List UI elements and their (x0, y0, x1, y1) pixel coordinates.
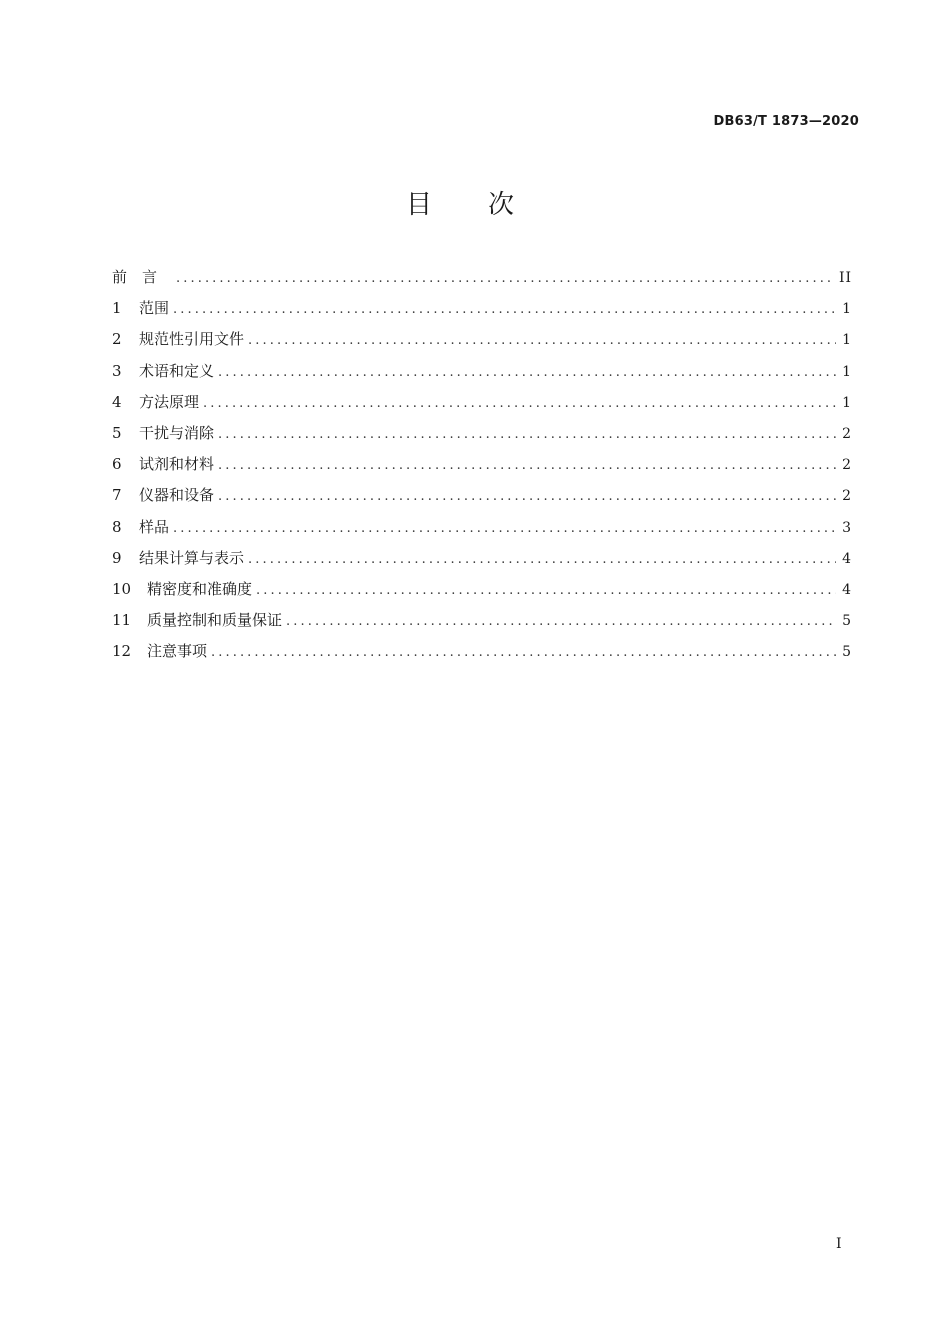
toc-entry-number: 1 (112, 299, 122, 318)
toc-entry-page: 1 (842, 332, 852, 349)
toc-entry-number: 9 (112, 548, 122, 567)
toc-entry-1[interactable] (112, 293, 852, 324)
toc-entry-foreword[interactable] (112, 262, 852, 293)
toc-leader (248, 325, 836, 356)
toc-entry-label: 结果计算与表示 (139, 548, 245, 567)
toc-entry-number: 6 (112, 455, 122, 474)
page-title: 目次 (405, 190, 570, 220)
toc-entry-5[interactable] (112, 418, 852, 449)
toc-entry-label: 规范性引用文件 (139, 330, 245, 349)
toc-entry-label: 注意事项 (147, 642, 208, 661)
toc-entry-label: 试剂和材料 (139, 455, 215, 474)
toc-leader (218, 357, 836, 388)
toc-leader (173, 513, 836, 544)
toc-entry-label: 仪器和设备 (139, 486, 215, 505)
toc-entry-page: 2 (842, 488, 852, 505)
toc-entry-3[interactable] (112, 356, 852, 387)
toc-leader (176, 263, 833, 294)
toc-entry-4[interactable] (112, 387, 852, 418)
toc-entry-page: 3 (842, 519, 852, 536)
toc-leader (211, 637, 836, 668)
toc-leader (286, 606, 836, 637)
table-of-contents (112, 262, 852, 667)
toc-entry-label: 干扰与消除 (139, 423, 215, 442)
toc-entry-page: 5 (842, 644, 852, 661)
toc-leader (256, 575, 836, 606)
toc-entry-page: 2 (842, 425, 852, 442)
standard-number: DB63/T 1873—2020 (713, 114, 859, 129)
toc-leader (218, 450, 836, 481)
toc-entry-6[interactable] (112, 449, 852, 480)
toc-entry-number: 4 (112, 392, 122, 411)
toc-entry-number: 12 (112, 642, 132, 661)
toc-entry-label: 范围 (139, 299, 170, 318)
toc-entry-2[interactable] (112, 324, 852, 355)
toc-entry-number: 3 (112, 361, 122, 380)
toc-entry-page: 2 (842, 457, 852, 474)
toc-entry-7[interactable] (112, 480, 852, 511)
page-number: I (836, 1236, 842, 1252)
toc-leader (248, 544, 836, 575)
toc-entry-number: 8 (112, 517, 122, 536)
toc-entry-page: 4 (842, 550, 852, 567)
toc-entry-number: 5 (112, 423, 122, 442)
toc-leader (173, 294, 836, 325)
toc-entry-9[interactable] (112, 543, 852, 574)
toc-entry-page: 1 (842, 301, 852, 318)
toc-entry-page: 5 (842, 613, 852, 630)
toc-entry-label: 术语和定义 (139, 361, 215, 380)
toc-entry-8[interactable] (112, 512, 852, 543)
toc-entry-page: II (838, 270, 852, 286)
toc-leader (203, 388, 836, 419)
toc-entry-number: 7 (112, 486, 122, 505)
toc-entry-12[interactable] (112, 636, 852, 667)
toc-entry-page: 4 (842, 581, 852, 598)
toc-entry-label: 精密度和准确度 (147, 579, 253, 598)
toc-entry-label: 质量控制和质量保证 (147, 611, 283, 630)
toc-leader (218, 419, 836, 450)
toc-entry-11[interactable] (112, 605, 852, 636)
toc-entry-number: 2 (112, 330, 122, 349)
toc-entry-label: 方法原理 (139, 392, 200, 411)
toc-entry-page: 1 (842, 394, 852, 411)
toc-entry-page: 1 (842, 363, 852, 380)
toc-leader (218, 481, 836, 512)
toc-entry-label: 样品 (139, 517, 170, 536)
toc-entry-number: 11 (112, 611, 132, 630)
toc-entry-10[interactable] (112, 574, 852, 605)
toc-entry-label: 前言 (112, 268, 173, 286)
toc-entry-number: 10 (112, 579, 132, 598)
